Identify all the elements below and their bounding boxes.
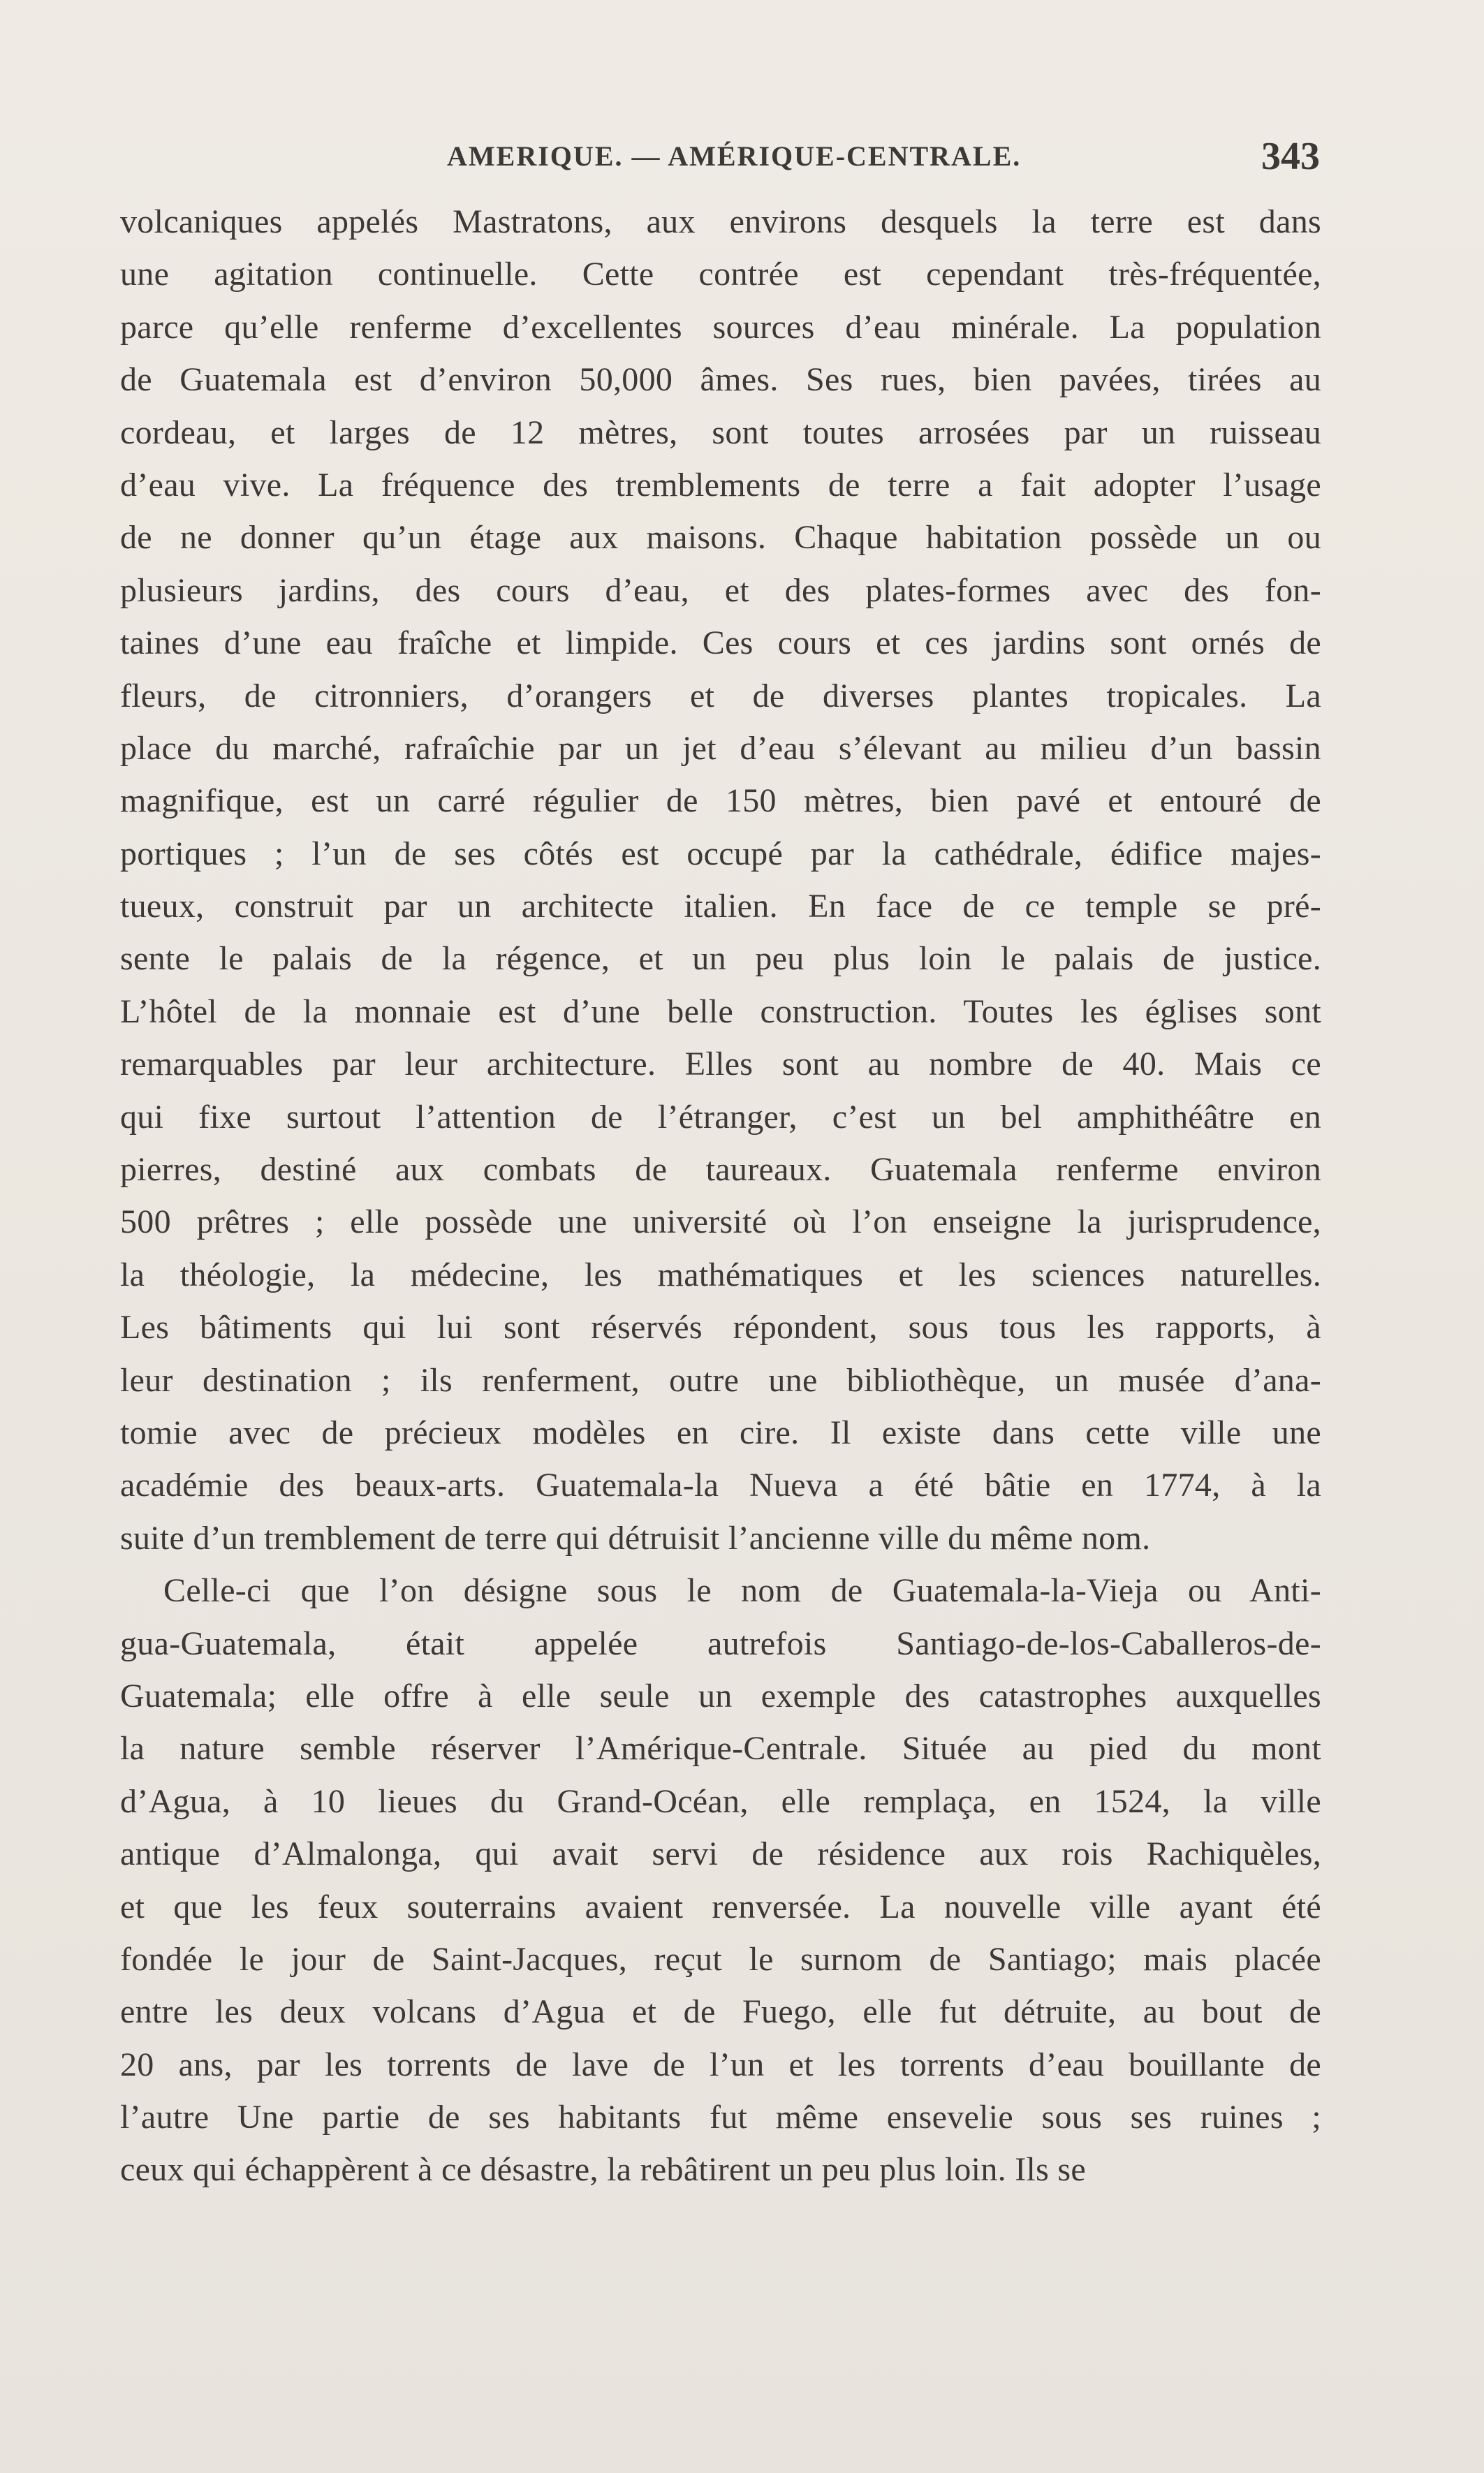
- text-line: 20 ans, par les torrents de lave de l’un et les torrents d’eau bouillante de: [120, 2046, 1321, 2083]
- text-line: cordeau, et larges de 12 mètres, sont toutes arrosées par un ruisseau: [120, 413, 1321, 451]
- text-line: l’autre Une partie de ses habitants fut même ensevelie sous ses ruines ;: [120, 2099, 1321, 2136]
- text-line: d’Agua, à 10 lieues du Grand-Océan, elle remplaça, en 1524, la ville: [120, 1782, 1321, 1820]
- text-line: et que les feux souterrains avaient renversée. La nouvelle ville ayant été: [120, 1888, 1321, 1925]
- text-line: fleurs, de citronniers, d’orangers et de diverses plantes tropicales. La: [120, 677, 1321, 714]
- text-line: 500 prêtres ; elle possède une université où l’on enseigne la jurisprudence,: [120, 1203, 1321, 1241]
- text-line: tomie avec de précieux modèles en cire. Il existe dans cette ville une: [120, 1414, 1321, 1451]
- text-line: parce qu’elle renferme d’excellentes sources d’eau minérale. La population: [120, 308, 1321, 346]
- body-text: [120, 196, 1321, 2196]
- text-line: une agitation continuelle. Cette contrée est cependant très-fréquentée,: [120, 256, 1321, 293]
- text-line: académie des beaux-arts. Guatemala-la Nueva a été bâtie en 1774, à la: [120, 1467, 1321, 1504]
- text-line: gua-Guatemala, était appelée autrefois Santiago-de-los-Caballeros-de-: [120, 1624, 1321, 1662]
- text-line: d’eau vive. La fréquence des tremblements de terre a fait adopter l’usage: [120, 466, 1321, 504]
- text-line: qui fixe surtout l’attention de l’étranger, c’est un bel amphithéâtre en: [120, 1098, 1321, 1136]
- text-line: fondée le jour de Saint-Jacques, reçut le surnom de Santiago; mais placée: [120, 1940, 1321, 1978]
- text-line: Les bâtiments qui lui sont réservés répondent, sous tous les rapports, à: [120, 1309, 1321, 1346]
- text-line: place du marché, rafraîchie par un jet d’eau s’élevant au milieu d’un bassin: [120, 729, 1321, 767]
- text-line: entre les deux volcans d’Agua et de Fuego, elle fut détruite, au bout de: [120, 1993, 1321, 2031]
- text-line: magnifique, est un carré régulier de 150 mètres, bien pavé et entouré de: [120, 782, 1321, 820]
- text-line: de ne donner qu’un étage aux maisons. Chaque habitation possède un ou: [120, 519, 1321, 557]
- text-line: la théologie, la médecine, les mathématiques et les sciences naturelles.: [120, 1256, 1321, 1293]
- text-line: portiques ; l’un de ses côtés est occupé par la cathédrale, édifice majes-: [120, 835, 1321, 872]
- text-line: pierres, destiné aux combats de taureaux. Guatemala renferme environ: [120, 1151, 1321, 1189]
- page-header: [119, 135, 1320, 189]
- text-line: ceux qui échappèrent à ce désastre, la rebâtirent un peu plus loin. Ils se: [120, 2151, 1087, 2189]
- text-line: sente le palais de la régence, et un peu plus loin le palais de justice.: [120, 940, 1321, 978]
- text-line: plusieurs jardins, des cours d’eau, et des plates-formes avec des fon-: [120, 571, 1321, 609]
- text-line: suite d’un tremblement de terre qui détruisit l’ancienne ville du même nom.: [120, 1519, 1151, 1557]
- text-line: tueux, construit par un architecte italien. En face de ce temple se pré-: [120, 888, 1321, 925]
- page-number: 343: [1261, 135, 1320, 178]
- running-head: AMERIQUE. — AMÉRIQUE-CENTRALE.: [447, 140, 1022, 172]
- text-line: L’hôtel de la monnaie est d’une belle construction. Toutes les églises sont: [120, 992, 1321, 1030]
- text-line: leur destination ; ils renferment, outre une bibliothèque, un musée d’ana-: [120, 1361, 1321, 1399]
- text-line: remarquables par leur architecture. Elles sont au nombre de 40. Mais ce: [120, 1045, 1321, 1083]
- text-line: taines d’une eau fraîche et limpide. Ces cours et ces jardins sont ornés de: [120, 624, 1321, 662]
- text-line: volcaniques appelés Mastratons, aux environs desquels la terre est dans: [120, 203, 1321, 240]
- text-line: la nature semble réserver l’Amérique-Centrale. Située au pied du mont: [120, 1730, 1321, 1768]
- text-line: Guatemala; elle offre à elle seule un exemple des catastrophes auxquelles: [120, 1677, 1321, 1715]
- text-line: Celle-ci que l’on désigne sous le nom de Guatemala-la-Vieja ou Anti-: [163, 1572, 1321, 1610]
- text-line: de Guatemala est d’environ 50,000 âmes. Ses rues, bien pavées, tirées au: [120, 361, 1321, 399]
- text-line: antique d’Almalonga, qui avait servi de résidence aux rois Rachiquèles,: [120, 1835, 1321, 1873]
